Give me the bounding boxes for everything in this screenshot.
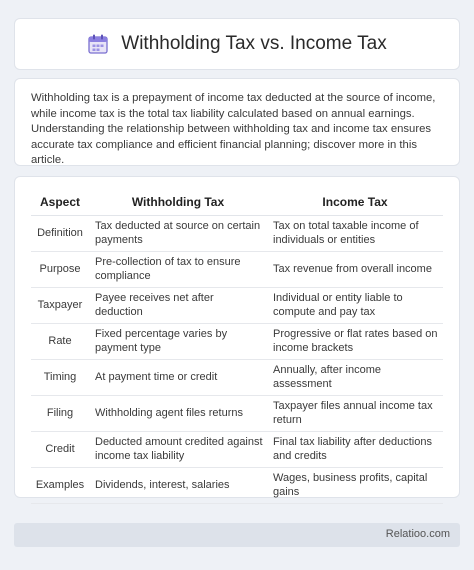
row-income: Annually, after income assessment	[267, 360, 443, 396]
title-card	[14, 18, 460, 70]
intro-paragraph: Withholding tax is a prepayment of income tax deducted at the source of income, while income tax is the total tax liability calculated based on annual earnings. Understanding the relationship between withholding tax and income tax ensures accurate tax compliance and efficient financial planning; discover more in this article.	[31, 92, 436, 166]
header-income-tax: Income Tax	[267, 191, 443, 216]
row-aspect: Filing	[31, 396, 89, 432]
row-aspect: Definition	[31, 216, 89, 252]
row-withholding: Deducted amount credited against income tax liability	[89, 432, 267, 468]
row-income: Taxpayer files annual income tax return	[267, 396, 443, 432]
row-withholding: Fixed percentage varies by payment type	[89, 324, 267, 360]
row-income: Individual or entity liable to compute and pay tax	[267, 288, 443, 324]
table-row	[31, 216, 443, 252]
row-income: Wages, business profits, capital gains	[267, 468, 443, 504]
table-row	[31, 468, 443, 504]
table-row	[31, 288, 443, 324]
row-aspect: Rate	[31, 324, 89, 360]
table-row	[31, 396, 443, 432]
row-income: Progressive or flat rates based on income brackets	[267, 324, 443, 360]
intro-card	[14, 78, 460, 166]
row-withholding: Withholding agent files returns	[89, 396, 267, 432]
comparison-table-card	[14, 176, 460, 498]
row-withholding: At payment time or credit	[89, 360, 267, 396]
row-income: Final tax liability after deductions and credits	[267, 432, 443, 468]
row-aspect: Credit	[31, 432, 89, 468]
row-withholding: Dividends, interest, salaries	[89, 468, 267, 504]
row-aspect: Purpose	[31, 252, 89, 288]
row-aspect: Examples	[31, 468, 89, 504]
row-aspect: Timing	[31, 360, 89, 396]
page-title: Withholding Tax vs. Income Tax	[121, 33, 387, 54]
table-row	[31, 360, 443, 396]
table-header-row	[31, 191, 443, 216]
table-row	[31, 432, 443, 468]
table-row	[31, 324, 443, 360]
comparison-table	[31, 191, 443, 504]
row-withholding: Pre-collection of tax to ensure compliance	[89, 252, 267, 288]
row-withholding: Tax deducted at source on certain payments	[89, 216, 267, 252]
table-row	[31, 252, 443, 288]
row-income: Tax revenue from overall income	[267, 252, 443, 288]
footer-bar	[14, 523, 460, 547]
header-aspect: Aspect	[31, 191, 89, 216]
row-income: Tax on total taxable income of individuals or entities	[267, 216, 443, 252]
header-withholding-tax: Withholding Tax	[89, 191, 267, 216]
row-withholding: Payee receives net after deduction	[89, 288, 267, 324]
calendar-icon	[87, 33, 109, 55]
footer-brand: Relatioo.com	[385, 528, 450, 540]
row-aspect: Taxpayer	[31, 288, 89, 324]
